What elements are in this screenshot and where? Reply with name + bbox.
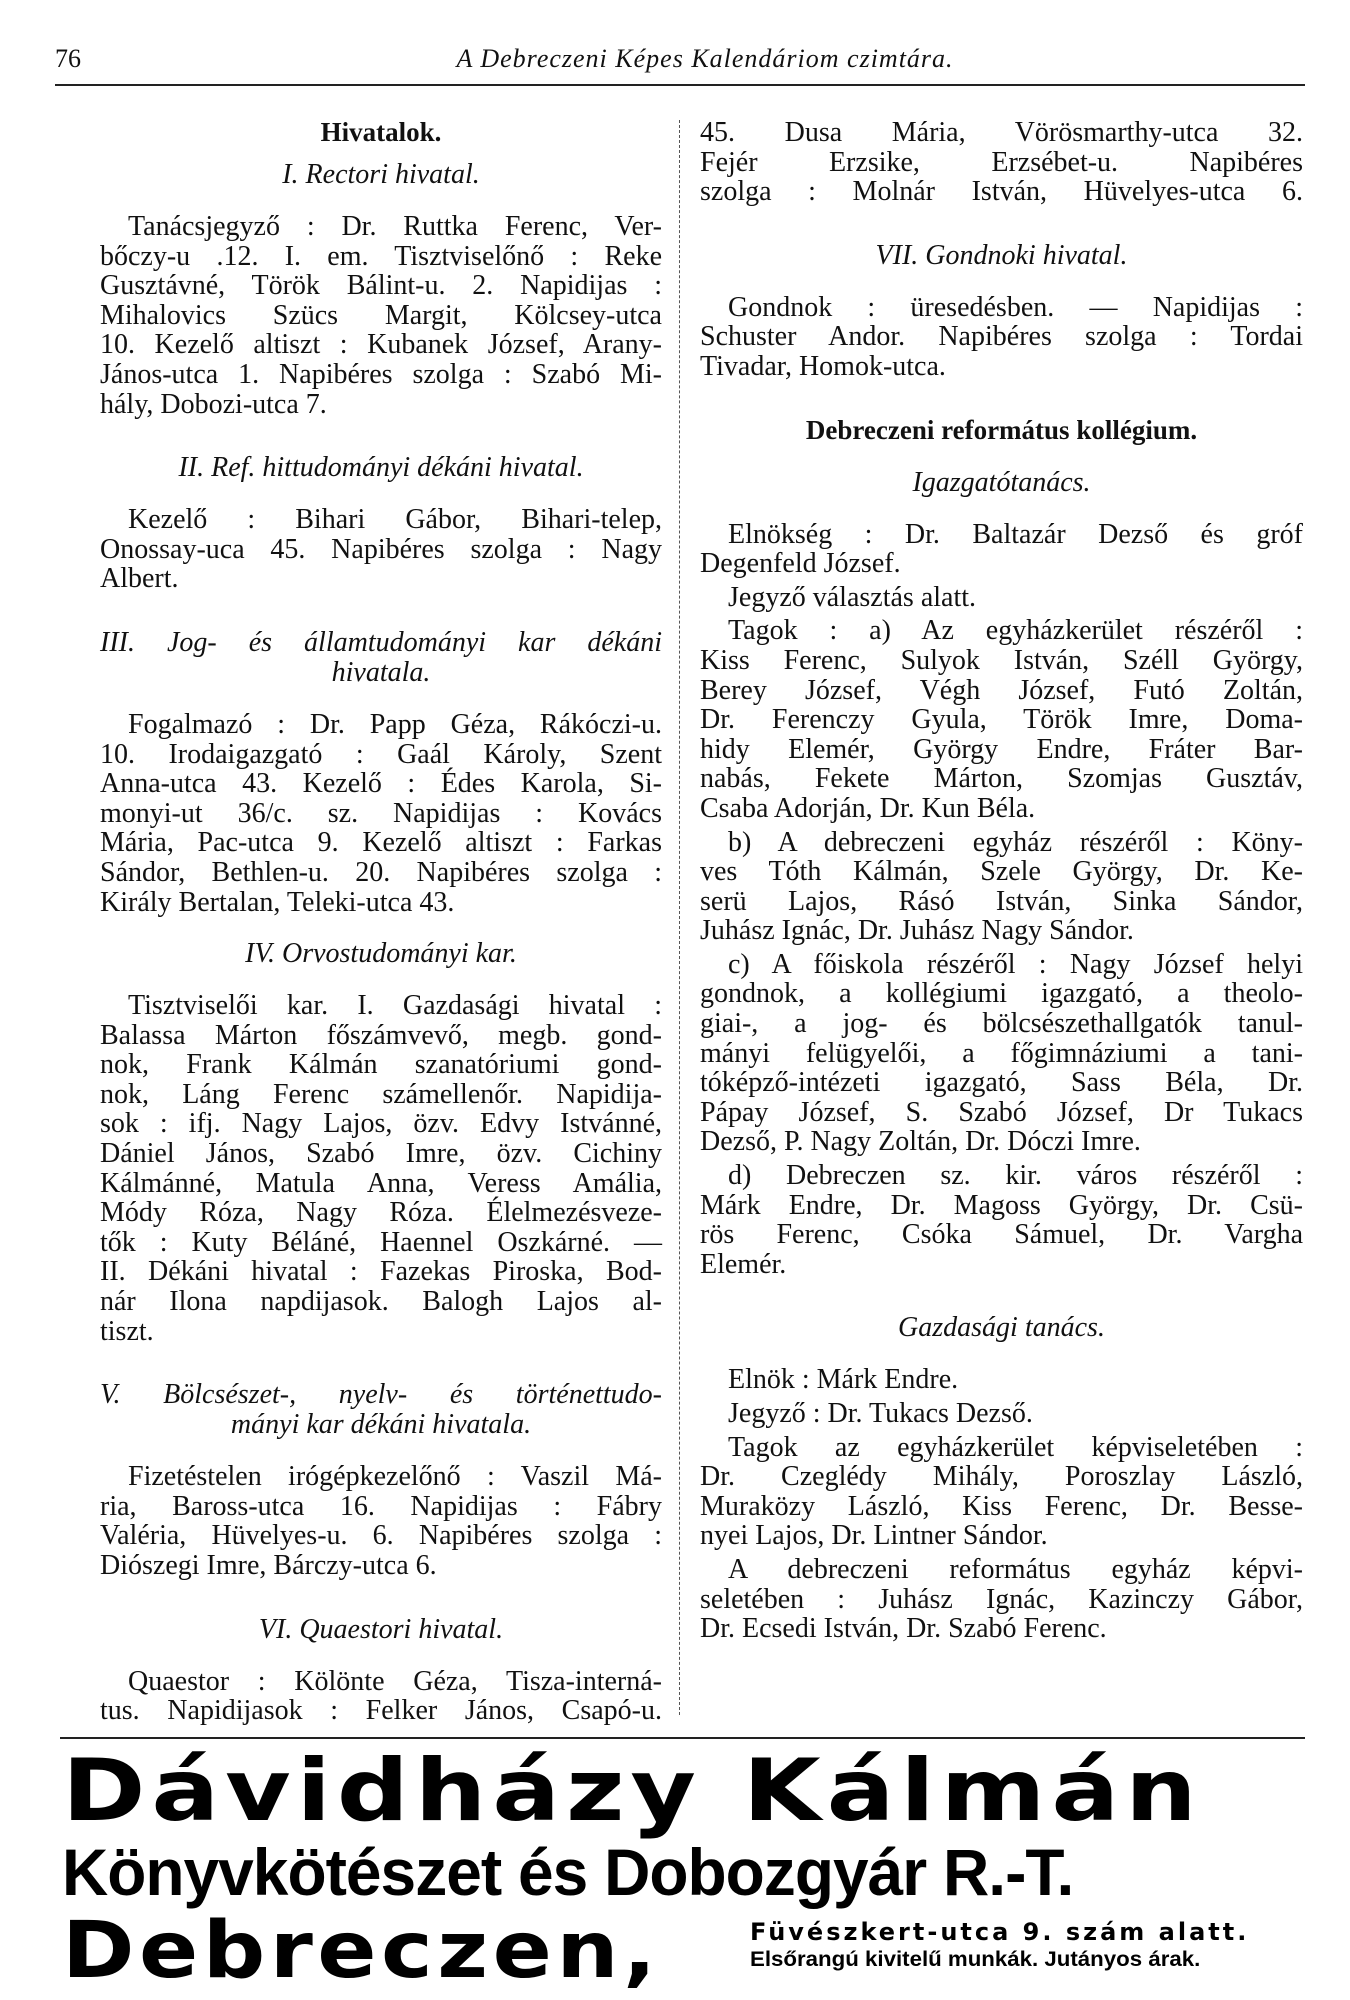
ad-slogan: Elsőrangú kivitelű munkák. Jutányos árak. xyxy=(750,1948,1201,1971)
text-line: Dr. Ferenczy Gyula, Török Imre, Doma- xyxy=(700,704,1303,736)
text-line: serü Lajos, Rásó István, Sinka Sándor, xyxy=(700,885,1303,917)
text-line: Pápay József, S. Szabó József, Dr Tukacs xyxy=(700,1096,1303,1128)
text-line: tiszt. xyxy=(100,1315,154,1347)
text-line: Kálmánné, Matula Anna, Veress Amália, xyxy=(100,1167,662,1199)
text-line: Onossay-uca 45. Napibéres szolga : Nagy xyxy=(100,533,662,565)
text-line: Tanácsjegyző : Dr. Ruttka Ferenc, Ver- xyxy=(128,211,662,242)
heading-bolcseszet-line1: V. Bölcsészet-, nyelv- és történettudo- xyxy=(100,1379,662,1411)
right-column xyxy=(700,118,1303,1644)
text-line: nabás, Fekete Márton, Szomjas Gusztáv, xyxy=(700,763,1303,795)
text-line: Berey József, Végh József, Futó Zoltán, xyxy=(700,674,1303,706)
text-line: bőczy-u .12. I. em. Tisztviselőnő : Reke xyxy=(100,240,662,272)
text-line: Albert. xyxy=(100,563,179,595)
text-line: Tisztviselői kar. I. Gazdasági hivatal : xyxy=(128,990,662,1022)
ad-company-name: Dávidházy Kálmán xyxy=(62,1741,1203,1841)
text-line: giai-, a jog- és bölcsészethallgatók tanul- xyxy=(700,1008,1303,1040)
text-line: Balassa Márton főszámvevő, megb. gond- xyxy=(100,1019,662,1051)
paragraph-gondnoki xyxy=(700,293,1303,382)
text-line: ves Tóth Kálmán, Szele György, Dr. Ke- xyxy=(700,856,1303,888)
paragraph-hittudomanyi xyxy=(100,505,662,594)
text-line: Anna-utca 43. Kezelő : Édes Karola, Si- xyxy=(100,768,662,800)
text-line: Dr. Czeglédy Mihály, Poroszlay László, xyxy=(700,1461,1303,1493)
text-line: Fejér Erzsike, Erzsébet-u. Napibéres xyxy=(700,146,1303,178)
heading-gondnoki: VII. Gondnoki hivatal. xyxy=(875,239,1128,271)
paragraph-tagok-b xyxy=(700,828,1303,946)
advertisement-rule xyxy=(60,1737,1305,1739)
text-line: Tagok : a) Az egyházkerület részéről : xyxy=(728,615,1303,647)
running-title: A Debreczeni Képes Kalendáriom czimtára. xyxy=(456,44,954,73)
text-line: sok : ifj. Nagy Lajos, özv. Edvy Istvánné, xyxy=(100,1108,662,1140)
text-line: Schuster Andor. Napibéres szolga : Tordai xyxy=(700,321,1303,353)
text-line: Elnökség : Dr. Baltazár Dezső és gróf xyxy=(728,518,1303,550)
ad-city-block xyxy=(62,1906,1307,1996)
text-line: Mihalovics Szücs Margit, Kölcsey-utca xyxy=(100,299,662,331)
text-line: Sándor, Bethlen-u. 20. Napibéres szolga : xyxy=(100,856,662,888)
text-line: hály, Dobozi-utca 7. xyxy=(100,388,327,420)
paragraph-bolcseszet xyxy=(100,1462,662,1580)
text-line: Dániel János, Szabó Imre, özv. Cichiny xyxy=(100,1138,662,1170)
text-line: d) Debreczen sz. kir. város részéről : xyxy=(728,1160,1303,1192)
text-line: Diószegi Imre, Bárczy-utca 6. xyxy=(100,1550,437,1581)
paragraph-elnokseg xyxy=(700,520,1303,579)
text-line: rös Ferenc, Csóka Sámuel, Dr. Vargha xyxy=(700,1219,1303,1251)
text-line: monyi-ut 36/c. sz. Napidijas : Kovács xyxy=(100,797,662,829)
text-line: Quaestor : Kölönte Géza, Tisza-interná- xyxy=(128,1665,662,1697)
text-line-jegyzo: Jegyző választás alatt. xyxy=(728,581,977,613)
section-title-hivatalok: Hivatalok. xyxy=(320,117,442,147)
text-line: nok, Frank Kálmán szanatóriumi gond- xyxy=(100,1049,662,1081)
paragraph-quaestori xyxy=(100,1667,662,1726)
text-line: Kezelő : Bihari Gábor, Bihari-telep, xyxy=(128,504,662,536)
text-line: mányi felügyelői, a főgimnáziumi a tani- xyxy=(700,1037,1303,1069)
heading-jogtudomanyi-line2: hivatala. xyxy=(331,656,431,688)
text-line: seletében : Juhász Ignác, Kazinczy Gábor, xyxy=(700,1583,1303,1615)
text-line: Juhász Ignác, Dr. Juhász Nagy Sándor. xyxy=(700,915,1134,947)
text-line: tők : Kuty Béláné, Haennel Oszkárné. — xyxy=(100,1226,662,1258)
text-line: Gusztávné, Török Bálint-u. 2. Napidijas : xyxy=(100,270,662,302)
text-line: Kiss Ferenc, Sulyok István, Széll György, xyxy=(700,644,1303,676)
ad-address: Füvészkert-utca 9. szám alatt. xyxy=(750,1918,1250,1946)
heading-orvostudomanyi: IV. Orvostudományi kar. xyxy=(245,938,517,970)
text-line: Valéria, Hüvelyes-u. 6. Napibéres szolga : xyxy=(100,1520,662,1552)
text-line-elnok: Elnök : Márk Endre. xyxy=(728,1364,959,1396)
text-line: Dezső, P. Nagy Zoltán, Dr. Dóczi Imre. xyxy=(700,1126,1141,1158)
text-line: c) A főiskola részéről : Nagy József helyi xyxy=(728,948,1303,980)
text-line: szolga : Molnár István, Hüvelyes-utca 6. xyxy=(700,176,1303,208)
text-line: II. Dékáni hivatal : Fazekas Piroska, Bod- xyxy=(100,1256,662,1288)
text-line: Mária, Pac-utca 9. Kezelő altiszt : Farkas xyxy=(100,827,662,859)
heading-rectori-hivatal: I. Rectori hivatal. xyxy=(282,159,480,190)
text-line: Degenfeld József. xyxy=(700,548,901,580)
text-line: Király Bertalan, Teleki-utca 43. xyxy=(100,886,455,918)
text-line: Fogalmazó : Dr. Papp Géza, Rákóczi-u. xyxy=(128,708,662,740)
ad-city: Debreczen, xyxy=(62,1906,661,1996)
text-line: tus. Napidijasok : Felker János, Csapó-u. xyxy=(100,1695,662,1727)
paragraph-continuation xyxy=(700,118,1303,207)
paragraph-tagok-d xyxy=(700,1161,1303,1279)
text-line: 10. Irodaigazgató : Gaál Károly, Szent xyxy=(100,738,662,770)
column-divider xyxy=(679,120,680,1715)
text-line: Módy Róza, Nagy Róza. Élelmezésveze- xyxy=(100,1197,662,1229)
paragraph-gazdasagi-tagok xyxy=(700,1433,1303,1551)
text-line: 45. Dusa Mária, Vörösmarthy-utca 32. xyxy=(700,117,1303,148)
text-line: tóképző-intézeti igazgató, Sass Béla, Dr. xyxy=(700,1067,1303,1099)
text-line: 10. Kezelő altiszt : Kubanek József, Arany- xyxy=(100,329,662,361)
text-line: Dr. Ecsedi István, Dr. Szabó Ferenc. xyxy=(700,1613,1107,1645)
text-line: ria, Baross-utca 16. Napidijas : Fábry xyxy=(100,1490,662,1522)
text-line: Csaba Adorján, Dr. Kun Béla. xyxy=(700,792,1036,824)
text-line: Muraközy László, Kiss Ferenc, Dr. Besse- xyxy=(700,1490,1303,1522)
heading-bolcseszet-line2: mányi kar dékáni hivatala. xyxy=(230,1409,532,1441)
text-line: gondnok, a kollégiumi igazgató, a theolo- xyxy=(700,978,1303,1010)
heading-igazgatotanacs: Igazgatótanács. xyxy=(912,466,1091,498)
text-line: nár Ilona napdijasok. Balogh Lajos al- xyxy=(100,1286,662,1318)
paragraph-tagok-c xyxy=(700,950,1303,1157)
text-line: Gondnok : üresedésben. — Napidijas : xyxy=(728,291,1303,323)
text-line: Tivadar, Homok-utca. xyxy=(700,350,946,382)
paragraph-jogtudomanyi xyxy=(100,710,662,917)
ad-address-block xyxy=(750,1918,1249,1974)
text-line: nyei Lajos, Dr. Lintner Sándor. xyxy=(700,1520,1048,1552)
text-line: János-utca 1. Napibéres szolga : Szabó Mi- xyxy=(100,358,662,390)
heading-gazdasagi-tanacs: Gazdasági tanács. xyxy=(898,1312,1105,1344)
text-line: b) A debreczeni egyház részéről : Köny- xyxy=(728,826,1303,858)
paragraph-rectori xyxy=(100,212,662,419)
text-line: hidy Elemér, György Endre, Fráter Bar- xyxy=(700,733,1303,765)
ad-business-line: Könyvkötészet és Dobozgyár R.-T. xyxy=(62,1835,1074,1909)
header-rule xyxy=(55,84,1305,86)
paragraph-gazdasagi-egyhaz xyxy=(700,1555,1303,1644)
page-number: 76 xyxy=(55,44,81,73)
text-line: Fizetéstelen irógépkezelőnő : Vaszil Má- xyxy=(128,1461,662,1493)
text-line: nok, Láng Ferenc számellenőr. Napidija- xyxy=(100,1078,662,1110)
text-line: A debreczeni református egyház képvi- xyxy=(728,1553,1303,1585)
paragraph-orvostudomanyi xyxy=(100,991,662,1346)
heading-hittudomanyi: II. Ref. hittudományi dékáni hivatal. xyxy=(178,452,584,484)
paragraph-tagok-a xyxy=(700,616,1303,823)
text-line-jegyzo: Jegyző : Dr. Tukacs Dezső. xyxy=(728,1398,1033,1429)
heading-jogtudomanyi-line1: III. Jog- és államtudományi kar dékáni xyxy=(100,626,662,658)
text-line: Tagok az egyházkerület képviseletében : xyxy=(728,1431,1303,1463)
section-title-kollegium: Debreczeni református kollégium. xyxy=(805,414,1198,445)
text-line: Márk Endre, Dr. Magoss György, Dr. Csü- xyxy=(700,1189,1303,1221)
text-line: Elemér. xyxy=(700,1248,787,1280)
left-column xyxy=(100,118,662,1726)
heading-quaestori: VI. Quaestori hivatal. xyxy=(258,1613,504,1645)
